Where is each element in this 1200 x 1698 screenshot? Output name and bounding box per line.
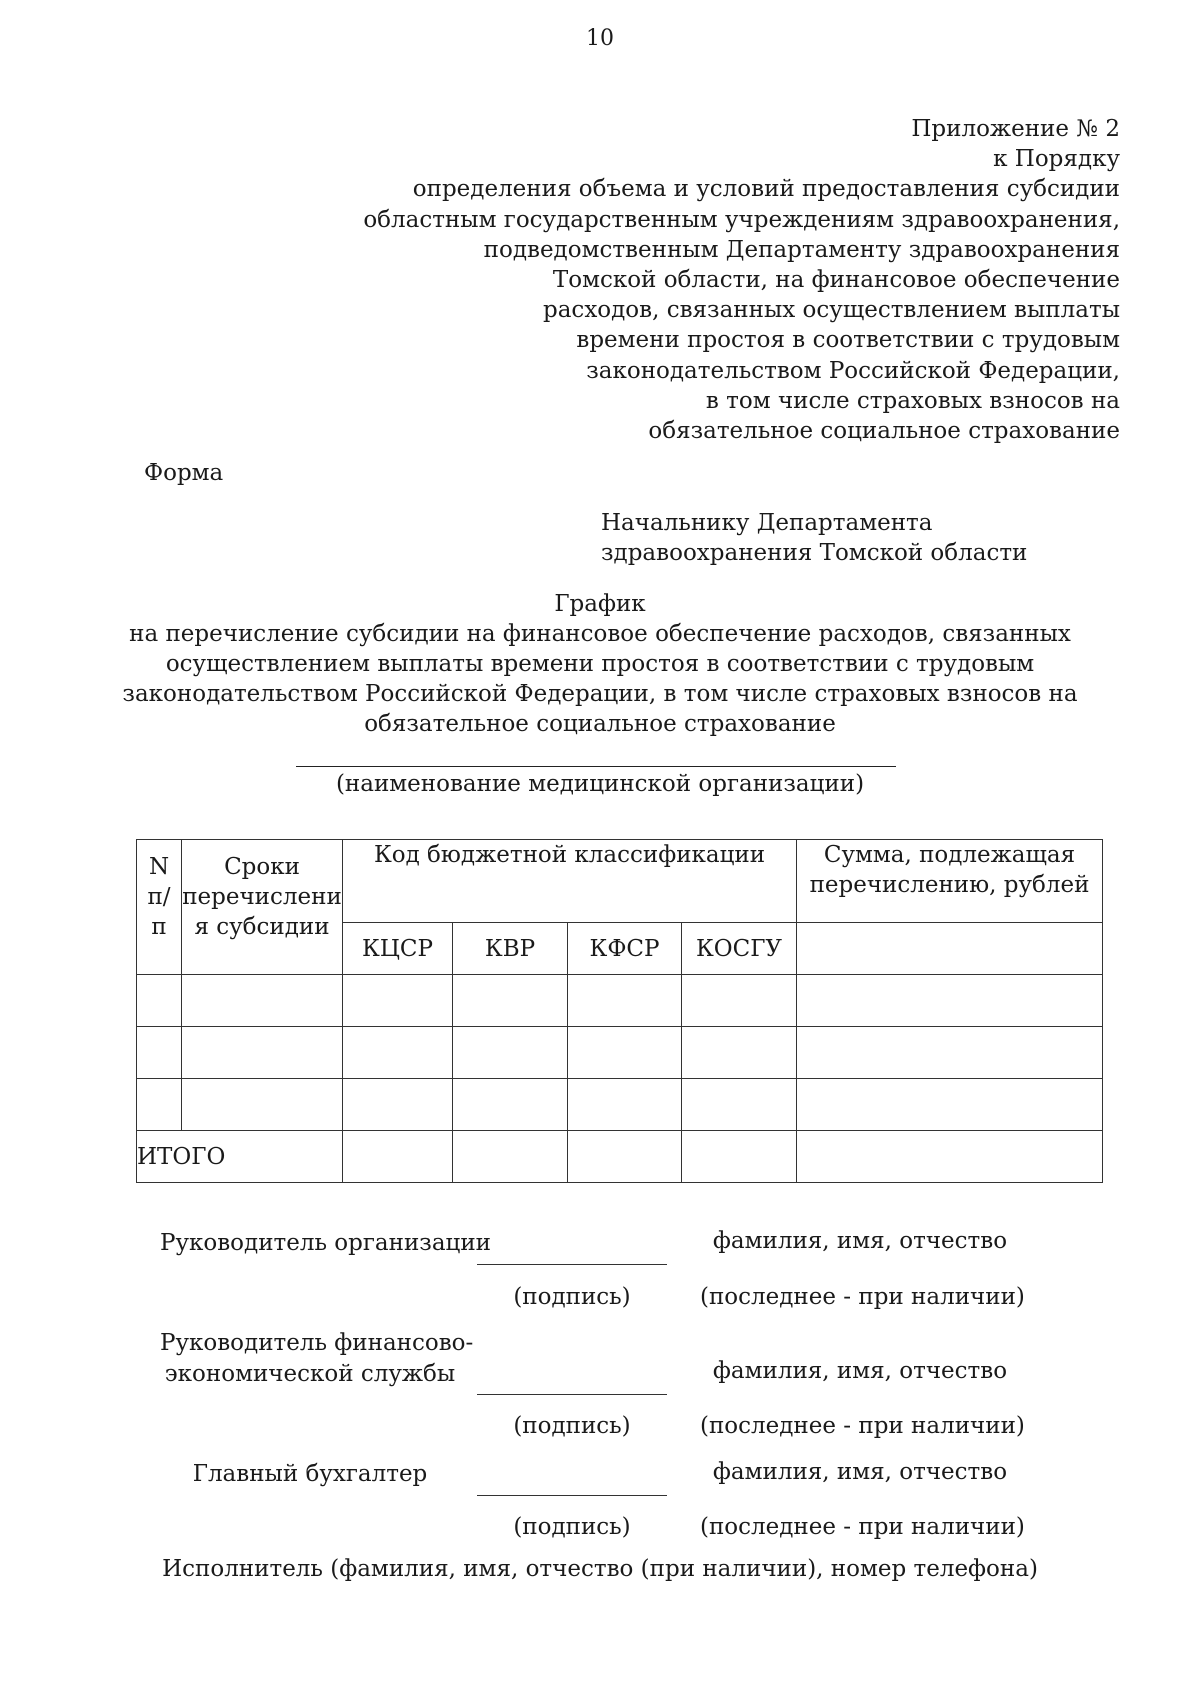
header-text: N — [148, 854, 170, 880]
table-cell[interactable] — [682, 1131, 797, 1183]
table-cell[interactable] — [182, 1027, 343, 1079]
header-text: я субсидии — [194, 914, 330, 940]
table-cell[interactable] — [182, 975, 343, 1027]
signature-head-caption: (подпись) — [513, 1284, 631, 1310]
appendix-line: времени простоя в соответствии с трудовым — [576, 327, 1120, 354]
header-text: п — [151, 914, 167, 940]
header-text: Код бюджетной классификации — [373, 842, 766, 868]
table-cell[interactable] — [343, 1027, 453, 1079]
header-text: Сроки — [224, 854, 300, 880]
signature-accountant-caption: (подпись) — [513, 1514, 631, 1540]
table-cell[interactable] — [137, 975, 182, 1027]
title-heading: График — [554, 591, 646, 617]
table-cell[interactable] — [568, 975, 682, 1027]
appendix-line: областным государственным учреждениям здравоохранения, — [363, 206, 1120, 233]
table-header-row — [137, 840, 1103, 923]
table-cell[interactable] — [137, 1079, 182, 1131]
header-sum — [797, 840, 1103, 923]
appendix-line: определения объема и условий предоставления субсидии — [412, 176, 1120, 203]
table-cell[interactable] — [343, 975, 453, 1027]
table-cell[interactable] — [682, 1079, 797, 1131]
title-line: на перечисление субсидии на финансовое обеспечение расходов, связанных — [129, 621, 1071, 647]
header-kfsr: КФСР — [568, 923, 682, 975]
header-terms — [182, 840, 343, 975]
table-cell[interactable] — [343, 1079, 453, 1131]
header-text: п/ — [147, 884, 171, 910]
appendix-line: расходов, связанных осуществлением выплаты — [543, 297, 1120, 324]
signature-finance-fio-caption: (последнее - при наличии) — [700, 1413, 1025, 1439]
addressee-line: здравоохранения Томской области — [601, 540, 1028, 566]
table-cell[interactable] — [453, 1079, 568, 1131]
title-line: законодательством Российской Федерации, в том числе страховых взносов на — [122, 681, 1078, 707]
table-cell[interactable] — [682, 975, 797, 1027]
signature-finance-line[interactable] — [477, 1394, 667, 1395]
form-label: Форма — [144, 460, 224, 486]
signature-head-fio-caption: (последнее - при наличии) — [700, 1284, 1025, 1310]
organization-caption: (наименование медицинской организации) — [335, 771, 865, 797]
table-cell[interactable] — [797, 975, 1103, 1027]
signature-finance-caption: (подпись) — [513, 1413, 631, 1439]
signature-accountant-fio: фамилия, имя, отчество — [712, 1459, 1008, 1485]
header-kcsr: КЦСР — [343, 923, 453, 975]
signature-finance-fio: фамилия, имя, отчество — [712, 1358, 1008, 1384]
table-total-row — [137, 1131, 1103, 1183]
appendix-line: законодательством Российской Федерации, — [586, 357, 1120, 384]
document-title — [0, 589, 1200, 739]
table-cell[interactable] — [568, 1027, 682, 1079]
signature-finance-label — [160, 1328, 474, 1390]
table-cell[interactable] — [453, 1131, 568, 1183]
appendix-line: в том числе страховых взносов на — [705, 387, 1120, 414]
table-cell[interactable] — [182, 1079, 343, 1131]
signature-finance-label-line: экономической службы — [164, 1361, 456, 1387]
schedule-table — [136, 839, 1103, 1183]
header-kosgu: КОСГУ — [682, 923, 797, 975]
header-text: перечислению, рублей — [809, 872, 1090, 898]
table-cell[interactable] — [343, 1131, 453, 1183]
appendix-line: Томской области, на финансовое обеспечение — [552, 267, 1120, 294]
appendix-line: к Порядку — [993, 146, 1120, 173]
table-cell[interactable] — [568, 1079, 682, 1131]
addressee — [601, 508, 1027, 568]
table-row — [137, 1027, 1103, 1079]
table-cell[interactable] — [453, 1027, 568, 1079]
table-cell[interactable] — [137, 1027, 182, 1079]
appendix-header — [363, 114, 1120, 446]
appendix-line: подведомственным Департаменту здравоохранения — [483, 236, 1120, 263]
header-kbk — [343, 840, 797, 923]
table-cell[interactable] — [797, 1027, 1103, 1079]
signature-accountant-line[interactable] — [477, 1495, 667, 1496]
table-cell[interactable] — [797, 1079, 1103, 1131]
signature-head-line[interactable] — [477, 1264, 667, 1265]
signature-head-fio: фамилия, имя, отчество — [712, 1228, 1008, 1254]
executor-line: Исполнитель (фамилия, имя, отчество (при наличии), номер телефона) — [162, 1556, 1038, 1582]
signature-accountant-fio-caption: (последнее - при наличии) — [700, 1514, 1025, 1540]
total-label: ИТОГО — [137, 1131, 343, 1183]
appendix-line: Приложение № 2 — [911, 116, 1120, 142]
table-cell[interactable] — [568, 1131, 682, 1183]
header-text: перечислени — [182, 884, 342, 910]
title-line: обязательное социальное страхование — [364, 711, 836, 737]
table-cell[interactable] — [682, 1027, 797, 1079]
organization-name-line — [296, 766, 896, 767]
header-sum-empty — [797, 923, 1103, 975]
table-cell[interactable] — [453, 975, 568, 1027]
header-kvr: КВР — [453, 923, 568, 975]
table-row — [137, 1079, 1103, 1131]
page-number: 10 — [586, 26, 614, 51]
signature-head-label: Руководитель организации — [160, 1230, 491, 1256]
appendix-line: обязательное социальное страхование — [648, 418, 1120, 445]
title-line: осуществлением выплаты времени простоя в соответствии с трудовым — [165, 651, 1035, 677]
addressee-line: Начальнику Департамента — [601, 510, 933, 536]
header-number — [137, 840, 182, 975]
table-cell[interactable] — [797, 1131, 1103, 1183]
header-text: Сумма, подлежащая — [823, 842, 1076, 868]
signature-finance-label-line: Руководитель финансово- — [160, 1330, 474, 1356]
signature-accountant-label: Главный бухгалтер — [192, 1461, 428, 1487]
table-row — [137, 975, 1103, 1027]
